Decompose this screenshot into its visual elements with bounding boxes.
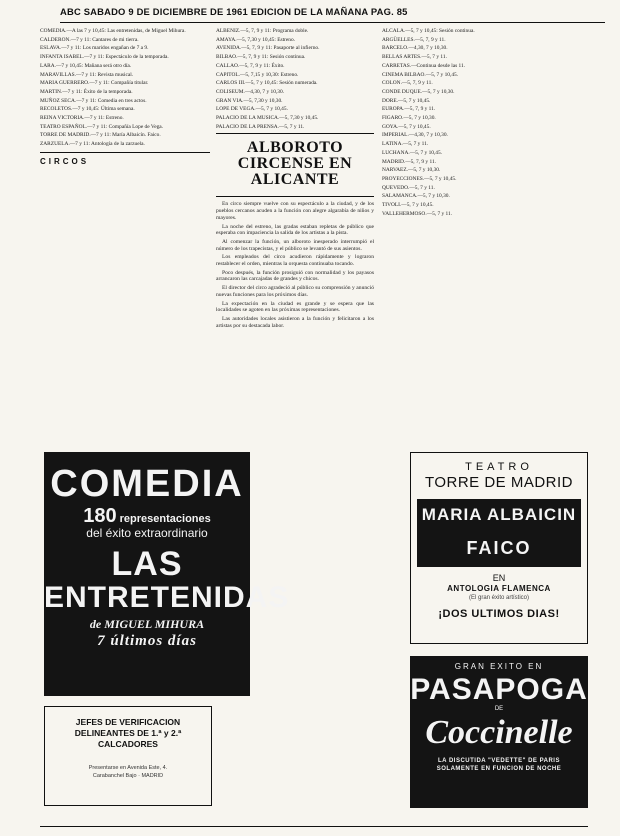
cinema-listings-continued	[382, 28, 582, 218]
listing-entry: NARVAEZ.—5, 7 y 10,30.	[382, 167, 441, 174]
cinema-listings	[216, 28, 374, 131]
listing-entry: ESLAVA.—7 y 11: Los maridos engañan de 7 a 9.	[40, 45, 149, 52]
listing-entry: ALCALA.—5, 7 y 10,45: Sesión continua.	[382, 28, 475, 34]
listing-entry: LATINA.—5, 7 y 11.	[382, 141, 429, 148]
listing-entry: CINEMA BILBAO.—5, 7 y 10,45.	[382, 71, 459, 78]
torre-de-madrid-advertisement	[410, 452, 588, 644]
circos-heading: CIRCOS	[40, 156, 90, 166]
pasapoga-venue: PASAPOGA	[410, 673, 588, 706]
listings-column-right	[382, 28, 582, 219]
listing-entry: SALAMANCA.—5, 7 y 10,30.	[382, 193, 450, 200]
listing-entry: MADRID.—5, 7, 9 y 11.	[382, 158, 437, 165]
count-number: 180	[83, 505, 117, 527]
ad-author: de MIGUEL MIHURA	[89, 617, 205, 631]
article-paragraph: Al comenzar la función, un alboroto inesperado interrumpió el número de los trapecistas, y el público se levantó de sus asientos.	[216, 238, 374, 252]
article-headline: ALBOROTO CIRCENSE EN ALICANTE	[216, 133, 374, 197]
ad-show-title-line2: ENTRETENIDAS	[44, 581, 290, 614]
listing-entry: EUROPA.—5, 7, 9 y 11.	[382, 106, 436, 113]
listing-entry: REINA VICTORIA.—7 y 11: Estreno.	[40, 115, 124, 122]
listing-entry: ALBENIZ.—5, 7, 9 y 11: Programa doble.	[216, 28, 309, 34]
pasapoga-tagline: GRAN EXITO EN	[454, 662, 544, 671]
listing-entry: INFANTA ISABEL.—7 y 11: Espectáculo de la temporada.	[40, 54, 169, 61]
listing-entry: MARIA GUERRERO.—7 y 11: Compañía titular.	[40, 80, 149, 87]
listing-entry: BELLAS ARTES.—5, 7 y 11.	[382, 54, 447, 61]
ad-theater-name: COMEDIA	[50, 463, 244, 505]
pasapoga-star: Coccinelle	[425, 714, 573, 751]
comedia-advertisement	[44, 452, 290, 696]
listing-entry: COLON.—5, 7, 9 y 11.	[382, 80, 433, 87]
listing-entry: IMPERIAL.—4,30, 7 y 10,30.	[382, 132, 448, 139]
listing-entry: COMEDIA.—A las 7 y 10,45: Las entretenidas, de Miguel Mihura.	[40, 28, 186, 34]
listing-entry: LUCHANA.—5, 7 y 10,45.	[382, 149, 443, 156]
divider	[40, 152, 210, 153]
listing-entry: CAPITOL.—5, 7,15 y 10,30: Estreno.	[216, 71, 299, 78]
listing-entry: FIGARO.—5, 7 y 10,30.	[382, 115, 436, 122]
listing-entry: BILBAO.—5, 7, 9 y 11: Sesión continua.	[216, 54, 306, 61]
ad-closing-note: 7 últimos días	[97, 633, 197, 649]
listing-entry: CARRETAS.—Continua desde las 11.	[382, 62, 466, 69]
listing-entry: MARTIN.—7 y 11: Éxito de la temporada.	[40, 88, 133, 95]
listing-entry: TEATRO ESPAÑOL.—7 y 11: Compañía Lope de Vega.	[40, 123, 164, 130]
listing-entry: PALACIO DE LA MUSICA.—5, 7,30 y 10,45.	[216, 115, 319, 122]
listings-column-middle	[216, 28, 374, 331]
pasapoga-advertisement	[410, 656, 588, 808]
listing-entry: GRAN VIA.—5, 7,30 y 10,30.	[216, 97, 283, 104]
theater-listings	[40, 28, 210, 149]
star-name-2: FAICO	[466, 538, 532, 558]
closing-days: ¡DOS ULTIMOS DIAS!	[438, 608, 560, 620]
listing-entry: TORRE DE MADRID.—7 y 11: María Albaicín. Faico.	[40, 132, 161, 139]
ad-show-title-line1: LAS	[111, 545, 183, 583]
bottom-rule	[40, 826, 588, 827]
article-paragraph: El director del circo agradeció al público su comprensión y anunció nuevas funciones para los próximos días.	[216, 285, 374, 298]
listing-entry: CONDE DUQUE.—5, 7 y 10,30.	[382, 88, 455, 95]
ad-subtitle: del éxito extraordinario	[86, 526, 208, 540]
teatro-label: TEATRO	[465, 461, 533, 473]
connector-text: EN	[492, 573, 506, 583]
job-line1: JEFES DE VERIFICACION	[75, 717, 181, 727]
article-paragraph: Poco después, la función prosiguió con normalidad y los payasos arrancaron las carcajadas de grandes y chicos.	[216, 269, 374, 283]
article-paragraph: En circo siempre vuelve con su espectáculo a la ciudad, y de los pueblos cercanos acuden a la función con alegre algarabía de niños y mayores.	[216, 201, 374, 221]
ad-performance-count	[44, 505, 250, 527]
listing-entry: LARA.—7 y 10,45: Mañana será otro día.	[40, 62, 132, 69]
article-body	[216, 201, 374, 329]
star-name-1: MARIA ALBAICIN	[421, 505, 577, 524]
listing-entry: CALLAO.—5, 7, 9 y 11: Éxito.	[216, 62, 285, 69]
job-advertisement	[44, 706, 212, 806]
listing-entry: AVENIDA.—5, 7, 9 y 11: Pasaporte al infierno.	[216, 45, 320, 52]
teatro-venue: TORRE DE MADRID	[424, 474, 574, 491]
listing-entry: ZARZUELA.—7 y 11: Antología de la zarzuela.	[40, 141, 145, 148]
pasapoga-connector: DE	[494, 706, 504, 712]
job-city: Carabanchel Bajo · MADRID	[92, 773, 164, 779]
listing-entry: DORE.—5, 7 y 10,45.	[382, 97, 431, 104]
listing-entry: PROYECCIONES.—5, 7 y 10,45.	[382, 175, 457, 182]
listing-entry: BARCELO.—4,30, 7 y 10,30.	[382, 45, 448, 52]
listing-entry: GOYA.—5, 7 y 10,45.	[382, 123, 431, 130]
listing-entry: LOPE DE VEGA.—5, 7 y 10,45.	[216, 106, 288, 113]
stars-band	[417, 499, 581, 567]
listing-entry: AMAYA.—5, 7,30 y 10,45: Estreno.	[216, 36, 296, 43]
job-address: Presentarse en Avenida Este, 4.	[88, 765, 168, 771]
listing-entry: COLISEUM.—4,30, 7 y 10,30.	[216, 88, 284, 95]
listing-entry: QUEVEDO.—5, 7 y 11.	[382, 184, 435, 191]
job-line3: CALCADORES	[98, 739, 158, 749]
pasapoga-line2: SOLAMENTE EN FUNCION DE NOCHE	[436, 766, 562, 772]
article-paragraph: La noche del estreno, las gradas estaban repletas de público que esperaba con impaciencia la salida de los artistas a la pista.	[216, 223, 374, 237]
listing-entry: PALACIO DE LA PRENSA.—5, 7 y 11.	[216, 123, 305, 130]
listings-column-left	[40, 28, 210, 168]
listing-entry: CARLOS III.—5, 7 y 10,45: Sesión numerada.	[216, 80, 318, 87]
show-note: (El gran éxito artístico)	[468, 595, 530, 601]
pasapoga-line1: LA DISCUTIDA "VEDETTE" DE PARIS	[438, 758, 560, 764]
article-paragraph: Las autoridades locales asistieron a la función y felicitaron a los artistas por su destacada labor.	[216, 315, 374, 329]
listing-entry: TIVOLI.—5, 7 y 10,45.	[382, 202, 434, 209]
article-paragraph: Los empleados del circo acudieron rápidamente y lograron restablecer el orden, mientras la orquesta continuaba tocando.	[216, 254, 374, 268]
listing-entry: VALLEHERMOSO.—5, 7 y 11.	[382, 210, 453, 217]
listing-entry: MARAVILLAS.—7 y 11: Revista musical.	[40, 71, 134, 78]
listing-entry: RECOLETOS.—7 y 10,45: Última semana.	[40, 106, 135, 113]
page-header: ABC SABADO 9 DE DICIEMBRE DE 1961 EDICION DE LA MAÑANA PAG. 85	[60, 6, 605, 23]
job-line2: DELINEANTES DE 1.ª y 2.ª	[74, 728, 182, 738]
listing-entry: CALDERON.—7 y 11: Cantares de mi tierra.	[40, 36, 139, 43]
article-paragraph: La expectación en la ciudad es grande y se espera que las localidades se agoten en las próximas representaciones.	[216, 300, 374, 314]
show-title: ANTOLOGIA FLAMENCA	[447, 584, 551, 593]
listing-entry: MUÑOZ SECA.—7 y 11: Comedia en tres actos.	[40, 97, 147, 104]
listing-entry: ARGÜELLES.—5, 7, 9 y 11.	[382, 36, 446, 43]
count-label: representaciones	[119, 513, 211, 525]
